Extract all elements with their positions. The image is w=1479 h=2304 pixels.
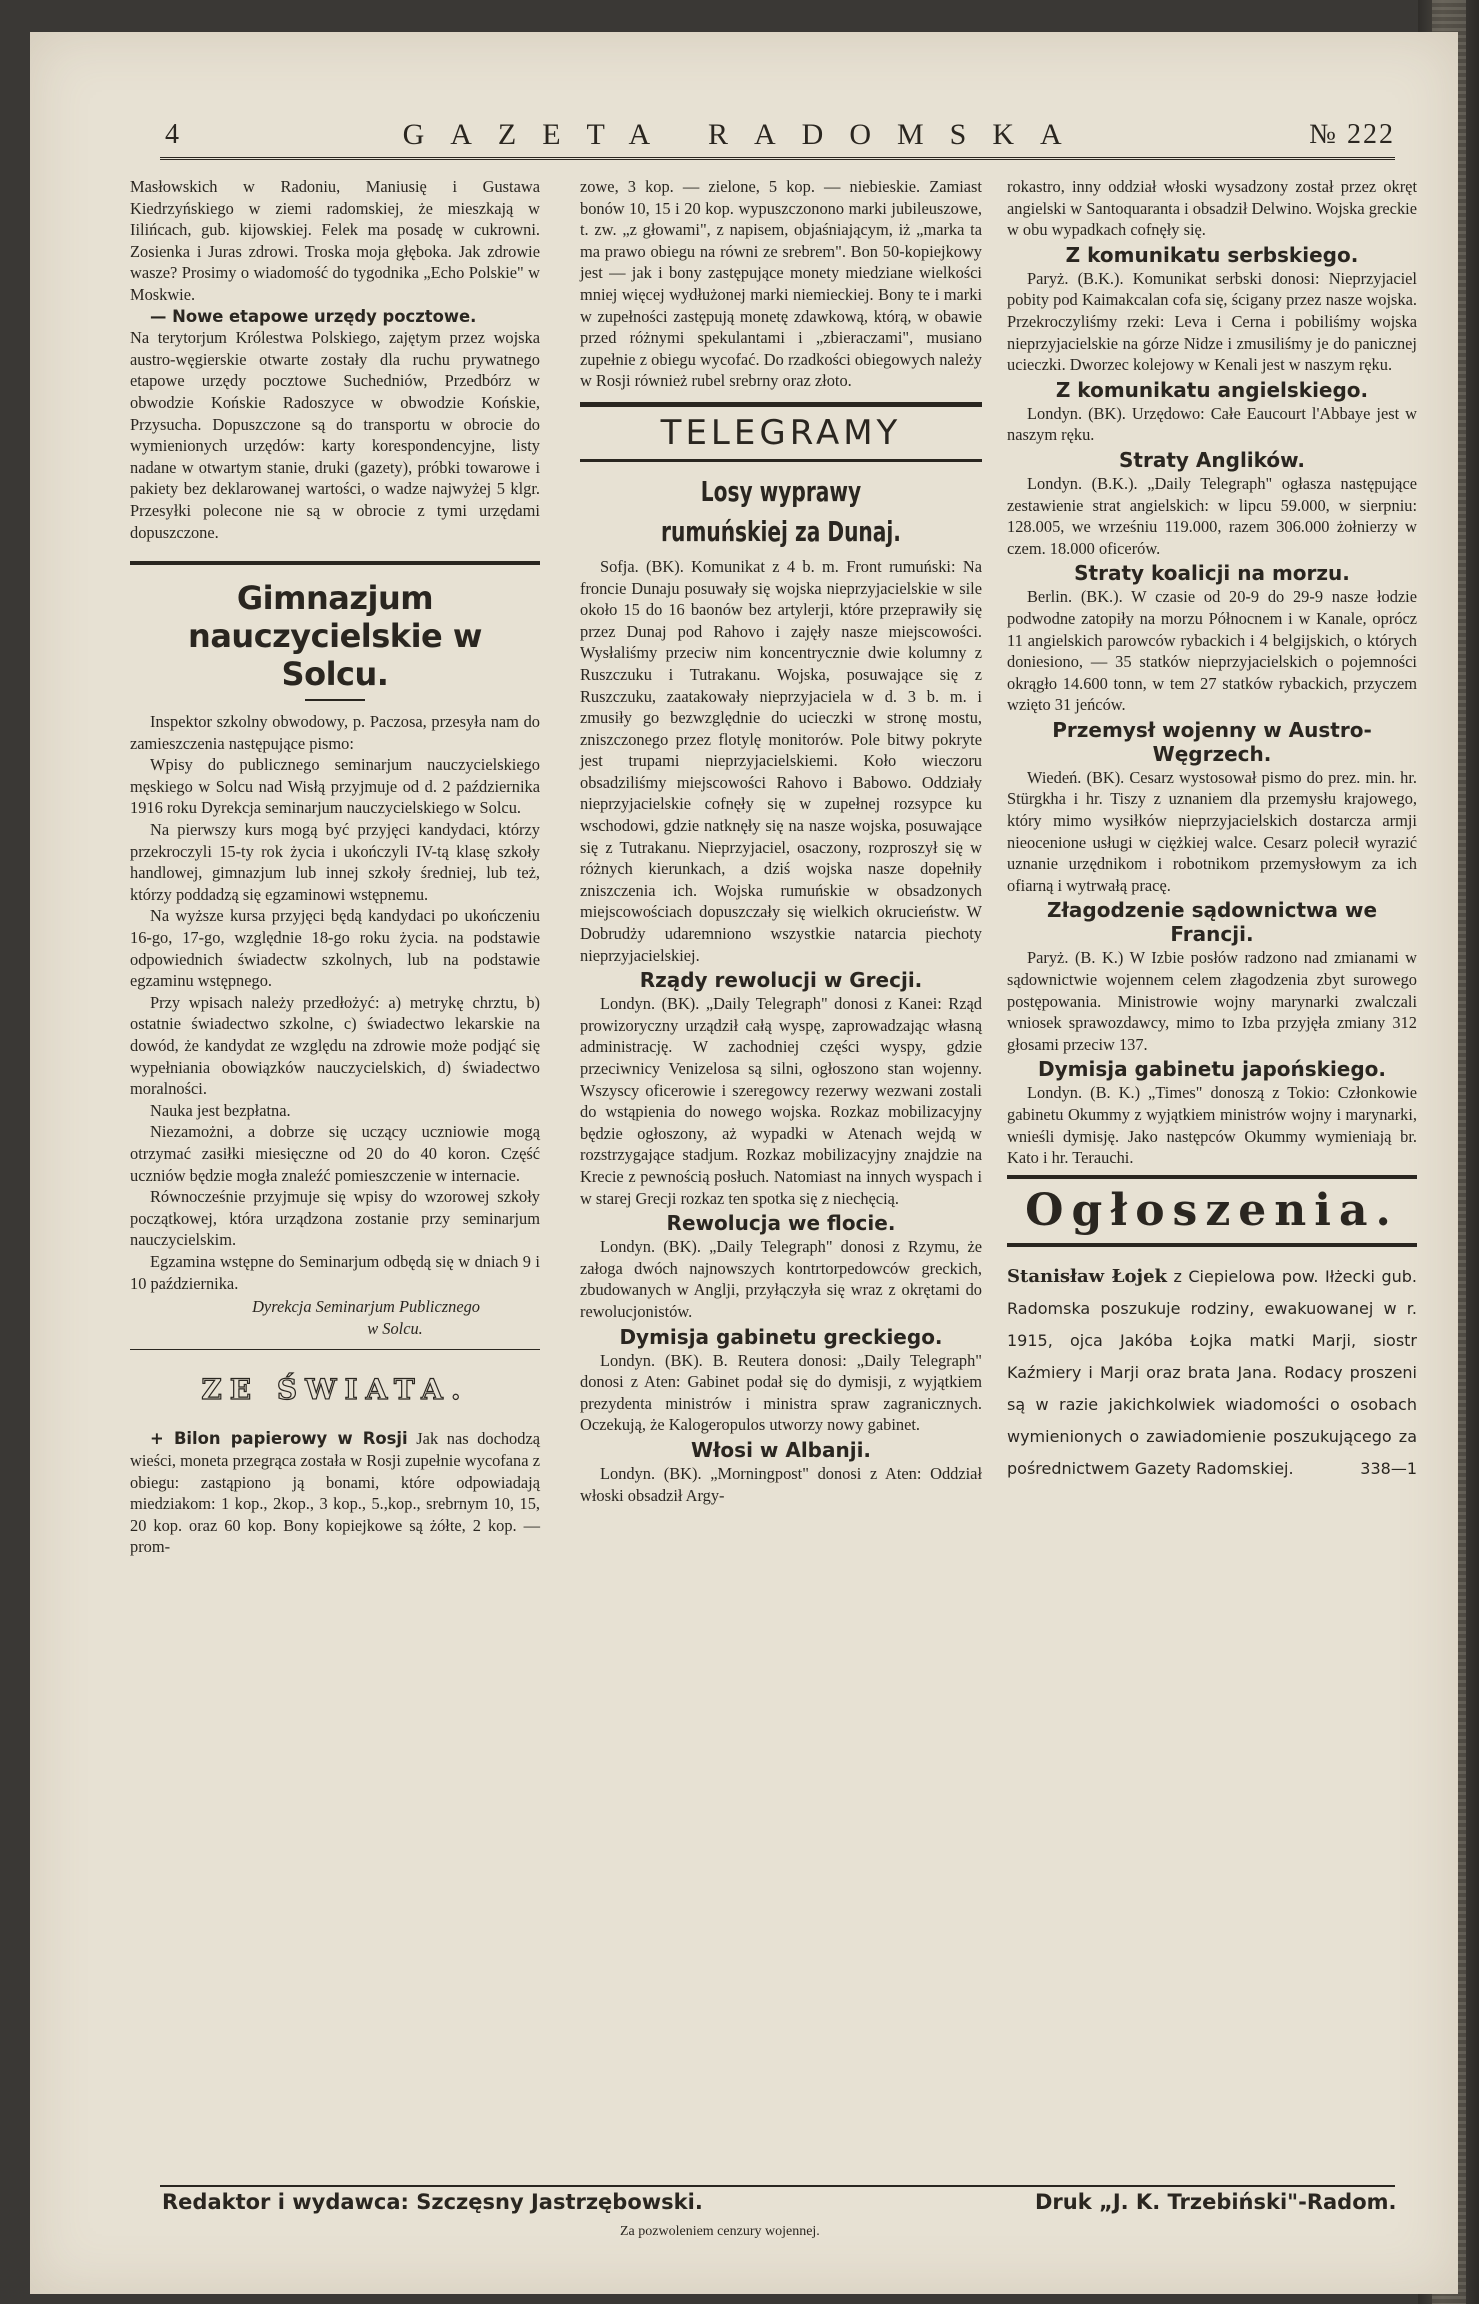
fleet-text: Londyn. (BK). „Daily Telegraph" donosi z Rzymu, że załoga dwóch najnowszych kontrtorpedowców greckich, zbudowanych w Anglji, przyłączyła się wraz z okrętami do rewolucjonistów.: [580, 1237, 982, 1321]
english-heading: Z komunikatu angielskiego.: [1055, 377, 1369, 402]
column-1: [130, 176, 540, 1558]
court-text: Paryż. (B. K.) W Izbie posłów radzono nad zmianami w sądownictwie wojennem celem złagodzenia zbyt surowego postępowania. Ministrowie wojny marynarki zwalczali wniosek sprawozdawcy, mimo to Izba przyjęła zmiany 312 głosami przeciw 137.: [1007, 948, 1417, 1054]
losses-text: Londyn. (B.K.). „Daily Telegraph" ogłasza następujące zestawienie strat angielskich: w lipcu 59.000, w sierpniu: 128.005, we wrześniu 119.000, razem 306.000 żołnierzy w czem. 18.000 oficerów.: [1007, 473, 1417, 558]
post-offices-heading: — Nowe etapowe urzędy pocztowe.: [150, 306, 477, 326]
censorship-note: Za pozwoleniem cenzury wojennej.: [620, 2224, 820, 2239]
romania-heading: Losy wyprawy rumuńskiej za Dunaj.: [661, 474, 901, 548]
short-divider: [305, 699, 365, 701]
losses-heading: Straty Anglików.: [1119, 447, 1305, 472]
school-signature-place: w Solcu.: [367, 1318, 423, 1338]
cabinet-text: Londyn. (BK). B. Reutera donosi: „Daily Telegraph" donosi z Aten: Gabinet podał się do dymisji, z wyjątkiem prezydenta ministrów i ministra spraw zagranicznych. Oczekują, że Kalogeropulos utworzy nowy gabinet.: [580, 1350, 982, 1435]
school-paragraph: Egzamina wstępne do Seminarjum odbędą się w dniach 9 i 10 października.: [130, 1251, 540, 1293]
greece-heading: Rządy rewolucji w Grecji.: [639, 968, 923, 993]
telegrams-heading: TELEGRAMY: [580, 402, 982, 462]
newspaper-title: GAZETA RADOMSKA: [402, 118, 1088, 151]
industry-text: Wiedeń. (BK). Cesarz wystosował pismo do prez. min. hr. Stürgkha i hr. Tiszy z uznaniem dla przemysłu krajowego, który mimo wysiłków nieprzyjacielskich dostarcza armji nieocenione usługi w ciężkiej walce. Cesarz polecił wyrazić uznanie urzędnikom i robotnikom przemysłowym za ich ofiarną i wytrwałą pracę.: [1007, 767, 1417, 895]
albania-heading: Włosi w Albanji.: [690, 1437, 872, 1462]
column-2: [580, 176, 982, 1506]
world-heading: ZE ŚWIATA.: [201, 1373, 469, 1407]
school-paragraph: Niezamożni, a dobrze się uczący uczniowie mogą otrzymać zasiłki miesięczne od 20 do 40 koron. Część uczniów będzie mogła znaleźć pomieszczenie w internacie.: [130, 1122, 540, 1185]
school-heading: Gimnazjum nauczycielskie w Solcu.: [188, 579, 482, 694]
cabinet-heading: Dymisja gabinetu greckiego.: [619, 1324, 943, 1349]
serbia-text: Paryż. (B.K.). Komunikat serbski donosi: Nieprzyjaciel pobity pod Kaimakcalan cofa się, ścigany przez nasze wojska. Przekroczyliśmy rzeki: Leva i Cerna i pobiliśmy wojska nieprzyjacielskie na górze Nidze i zmusiliśmy je do panicznej ucieczki. Dworzec kolejowy w Kenali jest w naszym ręku.: [1007, 268, 1417, 375]
world-text: Jak nas dochodzą wieści, moneta przegrąca została w Rosji zupełnie wycofana z obiegu: zastąpiono ją bonami, które odpowiadają miedziakom: 1 kop., 2kop., 3 kop., 5.,kop., srebrnym 10, 15, 20 kop. oraz 60 kop. Bony kopiejkowe są żółte, 2 kop. — prom-: [130, 1429, 540, 1557]
industry-heading: Przemysł wojenny w Austro-Węgrzech.: [1052, 717, 1372, 766]
sea-losses-text: Berlin. (BK.). W czasie od 20-9 do 29-9 nasze łodzie podwodne zatopiły na morzu Północnem i w Kanale, oprócz 11 angielskich parowców rybackich i 4 belgijskich, o których doniesiono, — 35 statków nieprzyjacielskich o pojemności okrągło 14.600 tonn, w tem 27 statków rybackich, przyczem wzięto 31 jeńców.: [1007, 587, 1417, 715]
post-offices-text: Na terytorjum Królestwa Polskiego, zajętym przez wojska austro-węgierskie otwarte zostały dla ruchu prywatnego etapowe urzędy pocztowe Suchedniów, Przedbórz w obwodzie Końskie Radoszyce w obwodzie Końskie, Przysucha. Dopuszczone są do transportu w obrocie do wymienionych urzędów: karty korespondencyjne, listy nadane w otwartym stanie, druki (gazety), próbki towarowe i pakiety bez deklarowanej wartości, o wadze najwyżej 5 klgr. Przesyłki polecone nie są w obrocie z tymi urzędami dopuszczone.: [130, 328, 540, 542]
school-paragraph: Nauka jest bezpłatna.: [150, 1100, 291, 1120]
school-paragraph: Wpisy do publicznego seminarjum nauczycielskiego męskiego w Solcu nad Wisłą przyjmuje od d. 2 października 1916 roku Dyrekcja seminarjum nauczycielskiego w Solcu.: [130, 755, 540, 818]
editor-line: Redaktor i wydawca: Szczęsny Jastrzębowski.: [162, 2190, 703, 2214]
printer-line: Druk „J. K. Trzebiński"-Radom.: [1035, 2190, 1397, 2214]
classified-ad: [1007, 1261, 1417, 1485]
school-paragraph: Równocześnie przyjmuje się wpisy do wzorowej szkoły początkowej, która urządzona zostanie przy seminarjum nauczycielskim.: [130, 1187, 540, 1250]
page-number: 4: [165, 119, 181, 150]
issue-number: № 222: [1309, 119, 1395, 150]
masthead-rule: [160, 157, 1395, 160]
school-paragraph: Na pierwszy kurs mogą być przyjęci kandydaci, którzy przekroczyli 15-ty rok życia i ukończyli IV-tą klasę szkoły handlowej, gimnazjum lub innej szkoły średniej, lub też, którzy poddadzą się egzaminowi wstępnemu.: [130, 820, 540, 904]
ads-heading: Ogłoszenia.: [1007, 1175, 1417, 1247]
serbia-heading: Z komunikatu serbskiego.: [1065, 242, 1359, 267]
section-divider: [130, 1349, 540, 1350]
section-divider: [130, 561, 540, 565]
ad-code: 338—1: [1360, 1458, 1417, 1478]
sea-losses-heading: Straty koalicji na morzu.: [1074, 561, 1350, 586]
letter-continuation: Masłowskich w Radoniu, Maniusię i Gustawa Kiedrzyńskiego w ziemi radomskiej, że mieszkają w Iilińcach, gub. kijowskiej. Felek ma posadę w cukrowni. Zosienka i Juras zdrowi. Troska moja głęboka. Jak zdrowie wasze? Prosimy o wiadomość do tygodnika „Echo Polskie" w Moskwie.: [130, 177, 540, 304]
greece-text: Londyn. (BK). „Daily Telegraph" donosi z Kanei: Rząd prowizoryczny urządził całą wyspę, zaprowadzając własną administrację. W zachodniej części wyspy, gdzie przeciwnicy Venizelosa są silni, ogłoszono stan wojenny. Wszyscy oficerowie i szeregowcy rezerwy wezwani zostali do wstąpienia do nowego wojska. Rozkaz mobilizacyjny będzie ogłoszony, aż wypadki w Atenach wejdą w rozstrzygające stadjum. Rozkaz mobilizacyjny znajdzie na Krecie z pewnością posłuch. Natomiast na innych wyspach i w starej Grecji rozkaz ten spotka się z niechęcią.: [580, 994, 982, 1208]
english-text: Londyn. (BK). Urzędowo: Całe Eaucourt l'Abbaye jest w naszym ręku.: [1007, 403, 1417, 445]
masthead: [165, 115, 1395, 155]
ad-name: Stanisław Łojek: [1007, 1265, 1167, 1287]
romania-text: Sofja. (BK). Komunikat z 4 b. m. Front rumuński: Na froncie Dunaju posuwały się wojska nieprzyjacielskie w sile około 15 do 16 baonów bez artylerji, które przeprawiły się przez Dunaj pod Rahovo i zajęły nasze miejscowości. Wysłaliśmy przeciw nim koncentrycznie dwie kolumny z Ruszczuku i Tutrakanu. Wojska, posuwające się z Ruszczuku, zaatakowały nieprzyjaciela w d. 3 b. m. i zmusiły go bezwzględnie do ucieczki w stronę mostu, zniszczonego przez flotylę monitorów. Pole bitwy pokryte jest trupami nieprzyjacielskiemi. Koło wieczoru obsadziliśmy miejscowości Rahovo i Babowo. Oddziały nieprzyjacielskie cofnęły się w zupełnej rozsypce ku wschodowi, gdzie natknęły się na nasze wojska, posuwające się z Tutrakanu. Nieprzyjaciel, osaczony, rozproszył się w różnych kierunkach, a dziś wojska nasze dopełniły zniszczenia ich. Wojska rumuńskie w obsadzonych miejscowościach dopuszczały się wielkich okrucieństw. W Dobrudży udaremniono wszystkie natarcia piechoty nieprzyjacielskiej.: [580, 556, 982, 965]
school-paragraph: Inspektor szkolny obwodowy, p. Paczosa, przesyła nam do zamieszczenia następujące pismo:: [130, 712, 540, 753]
fleet-heading: Rewolucja we flocie.: [666, 1211, 896, 1236]
school-paragraph: Przy wpisach należy przedłożyć: a) metrykę chrztu, b) ostatnie świadectwo szkolne, c) świadectwo lekarskie na dowód, że kandydat ze względu na zdrowie może podjąć się wypełniania obowiązków nauczycielskich, d) świadectwo moralności.: [130, 992, 540, 1099]
school-signature: Dyrekcja Seminarjum Publicznego: [252, 1297, 480, 1317]
school-paragraph: Na wyższe kursa przyjęci będą kandydaci po ukończeniu 16-go, 17-go, względnie 18-go roku życia. na podstawie odpowiednich świadectw szkolnych, lub na podstawie egzaminu wstępnego.: [130, 906, 540, 991]
court-heading: Złagodzenie sądownictwa we Francji.: [1046, 898, 1378, 947]
column-3: [1007, 176, 1417, 1485]
world-text-continued: zowe, 3 kop. — zielone, 5 kop. — niebieskie. Zamiast bonów 10, 15 i 20 kop. wypuszczonono marki jubileuszowe, t. zw. „z głowami", z napisem, objaśniającym, iż „marka ta ma prawo obiegu na równi ze srebrem". Bon 50-kopiejkowy jest — jak i bony zastępujące monety miedziane wielkości mniej więcej wydłużonej marki niemieckiej. Bony te i marki w zupełności zastępują monetę zdawkową, którą, w obawie przed różnymi spekulantami i „zbieraczami", musiano zupełnie z obiegu wycofać. Do rzadkości obiegowych należy w Rosji również rubel srebrny oraz złoto.: [580, 177, 982, 391]
japan-text: Londyn. (B. K.) „Times" donoszą z Tokio: Członkowie gabinetu Okummy z wyjątkiem ministrów wojny i marynarki, wnieśli dymisję. Jako następców Okummy wymieniają br. Kato i hr. Terauchi.: [1007, 1083, 1417, 1168]
world-subheading: + Bilon papierowy w Rosji: [150, 1429, 408, 1449]
footer-rule: [160, 2185, 1395, 2187]
japan-heading: Dymisja gabinetu japońskiego.: [1037, 1057, 1387, 1082]
albania-text-continued: rokastro, inny oddział włoski wysadzony został przez okręt angielski w Santoquaranta i obsadził Delwino. Wojska greckie w obu wypadkach cofnęły się.: [1007, 177, 1417, 240]
albania-text: Londyn. (BK). „Morningpost" donosi z Aten: Oddział włoski obsadził Argy-: [580, 1463, 982, 1505]
ad-text: z Ciepielowa pow. Iłżecki gub. Radomska poszukuje rodziny, ewakuowanej w r. 1915, ojca Jakóba Łojka matki Marji, siostr Kaźmiery i Marji oraz brata Jana. Rodacy proszeni są w razie jakichkolwiek wiadomości o osobach wymienionych o zawiadomienie poszukującego za pośrednictwem Gazety Radomskiej.: [1007, 1266, 1418, 1478]
